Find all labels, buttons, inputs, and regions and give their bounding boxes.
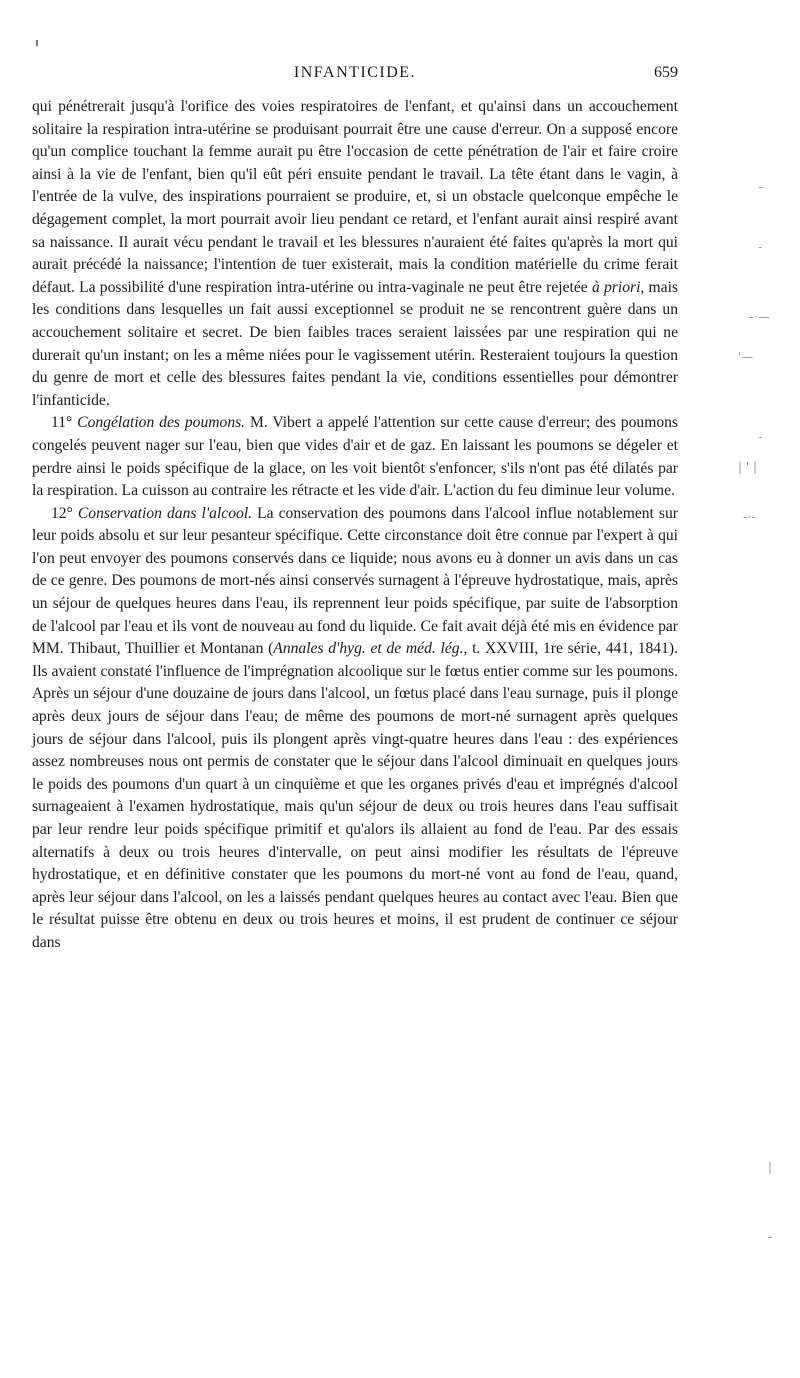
paragraph-2 bbox=[32, 412, 678, 502]
page-number: 659 bbox=[654, 64, 678, 81]
margin-dash: - bbox=[758, 430, 763, 444]
body-text bbox=[32, 96, 678, 955]
paragraph-2-text: M. Vibert a appelé l'attention sur cette cause d'erreur; des poumons congelés peuvent nager sur l'eau, bien que vides d'air et de gaz. En laissant les poumons se dégeler et perdre ainsi le poids spécifique de la glace, on les voit bientôt s'enfoncer, s'ils n'ont pas été dilatés par la respiration. La cuisson au contraire les rétracte et les vide d'air. L'action du feu diminue leur volume. bbox=[32, 414, 678, 500]
section-number-12: 12° bbox=[51, 504, 73, 522]
book-page bbox=[32, 62, 678, 955]
italic-a-priori: à priori bbox=[591, 278, 641, 296]
margin-dash: | ' | bbox=[738, 460, 758, 474]
paragraph-1-end: , mais les conditions dans lesquelles un fait aussi exceptionnel se produit ne se rencontrent guère dans un accouchement solitaire et secret. De bien faibles traces seraient laissées par une respiration qui ne durerait qu'un instant; on les a même niées pour le vagissement utérin. Resteraient toujours la question du genre de mort et celle des blessures faites pendant la vie, conditions essentielles pour démontrer l'infanticide. bbox=[32, 278, 679, 409]
margin-dash: - bbox=[758, 240, 763, 254]
paragraph-3-text: La conservation des poumons dans l'alcool influe notablement sur leur poids absolu et sur leur pesanteur spécifique. Cette circonstance doit être connue par l'expert à qui l'on peut envoyer des poumons conservés dans ce liquide; nous avons eu à donner un avis dans un cas de ce genre. Des poumons de mort-nés ainsi conservés surnagent à l'épreuve hydrostatique, mais, après un séjour de quelques heures dans l'eau, ils reprennent leur poids spécifique, par suite de l'absorption de l'alcool par l'eau et ils vont de nouveau au fond du liquide. Ce fait avait déjà été mis en évidence par MM. Thibaut, Thuillier et Montanan ( bbox=[32, 504, 678, 658]
margin-dash: -·- bbox=[743, 510, 756, 524]
margin-dash: | bbox=[768, 1160, 773, 1174]
section-title-congelation: Congélation des poumons. bbox=[77, 414, 246, 432]
paragraph-3 bbox=[32, 503, 678, 955]
paragraph-3-end: , t. XXVIII, 1re série, 441, 1841). Ils avaient constaté l'influence de l'imprégnation alcoolique sur le fœtus entier comme sur les poumons. Après un séjour d'une douzaine de jours dans l'alcool, un fœtus placé dans l'eau surnage, puis il plonge après deux jours de séjour dans l'eau; de même des poumons de mort-né surnagent après quelques jours de séjour dans l'alcool, puis ils plongent après vingt-quatre heures dans l'eau : des expériences assez nombreuses nous ont permis de constater que le séjour dans l'alcool diminuait en quelques jours le poids des poumons d'un quart à un cinquième et que les organes privés d'eau et imprégnés d'alcool surnageaient à l'examen hydrostatique, mais qu'un séjour de deux ou trois heures dans l'eau suffisait par leur rendre leur poids spécifique primitif et qu'alors ils allaient au fond de l'eau. Par des essais alternatifs à deux ou trois heures d'intervalle, on peut ainsi modifier les résultats de l'épreuve hydrostatique, et en définitive constater que les poumons du mort-né vont au fond de l'eau, quand, après leur séjour dans l'alcool, on les a laissés pendant quelques heures au contact avec l'eau. Bien que le résultat puisse être obtenu en deux ou trois heures et moins, il est prudent de continuer ce séjour dans bbox=[32, 640, 678, 951]
margin-dash: –·— bbox=[748, 310, 770, 324]
paragraph-1 bbox=[32, 96, 678, 412]
scan-mark bbox=[36, 40, 38, 46]
section-title-conservation: Conservation dans l'alcool. bbox=[77, 504, 253, 522]
margin-dash: '— bbox=[738, 350, 754, 364]
page-header bbox=[32, 62, 678, 96]
margin-dash: – bbox=[758, 180, 764, 194]
running-head: INFANTICIDE. bbox=[293, 64, 417, 81]
section-number-11: 11° bbox=[51, 414, 73, 432]
scan-margin-marks bbox=[728, 180, 788, 1280]
paragraph-1-text: qui pénétrerait jusqu'à l'orifice des voies respiratoires de l'enfant, et qu'ainsi dans un accouchement solitaire la respiration intra-utérine se produisant pourrait être une cause d'erreur. On a supposé encore qu'un complice touchant la femme aurait pu être l'occasion de cette pénétration de l'air et faire croire ainsi à la vie de l'enfant, bien qu'il eût péri ensuite pendant le travail. La tête étant dans le vagin, à l'entrée de la vulve, des inspirations pourraient se produire, et, si un obstacle quelconque empêche le dégagement complet, la mort pourrait avoir lieu pendant ce retard, et l'enfant aurait ainsi respiré avant sa naissance. Il aurait vécu pendant le travail et les blessures n'auraient été faites qu'après la mort qui aurait précédé la naissance; l'intention de tuer existerait, mais la condition matérielle du crime ferait défaut. La possibilité d'une respiration intra-utérine ou intra-vaginale ne peut être rejetée bbox=[32, 98, 678, 296]
journal-reference: Annales d'hyg. et de méd. lég. bbox=[273, 640, 464, 658]
margin-dash: - bbox=[768, 1230, 773, 1244]
